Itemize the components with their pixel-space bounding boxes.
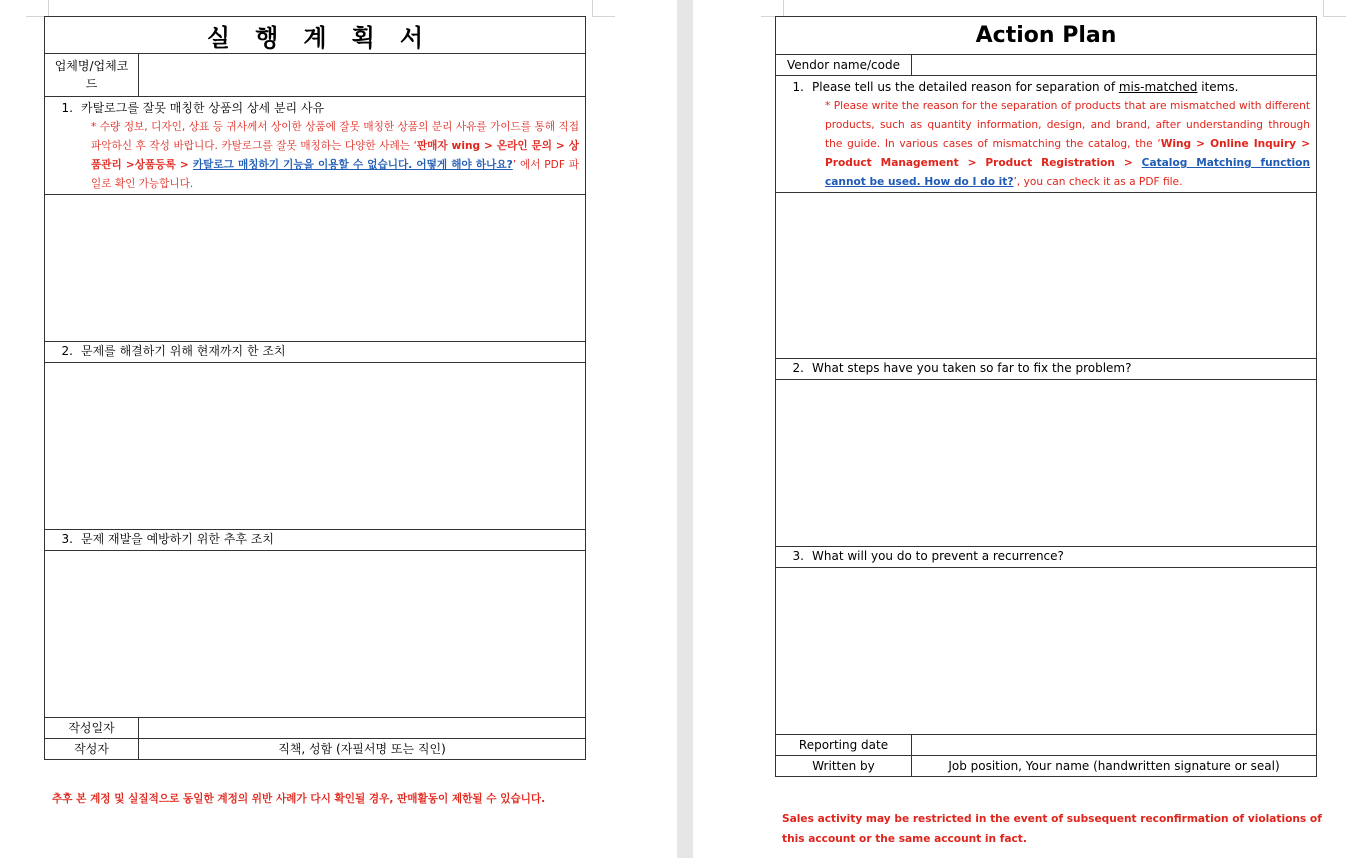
page-corner-mark <box>1323 0 1346 17</box>
question-3-header: 3. What will you do to prevent a recurrence? <box>776 547 1317 568</box>
question-number: 1. <box>61 101 73 115</box>
mismatched-term: mis-matched <box>1118 80 1198 94</box>
date-label: Reporting date <box>776 735 912 756</box>
vendor-label: 업체명/업체코드 <box>45 54 139 97</box>
page-corner-mark <box>592 0 615 17</box>
korean-page <box>0 0 677 858</box>
answer-3-area[interactable] <box>776 568 1317 735</box>
question-3-text: 문제 재발을 예방하기 위한 추후 조치 <box>81 532 274 546</box>
question-2-header: 2. What steps have you taken so far to fix the problem? <box>776 359 1317 380</box>
page-corner-mark <box>761 0 784 17</box>
question-1-guide-note: * Please write the reason for the separation of products that are mismatched with different products, such as quantity information, design, and brand, after understanding through the guide. In various cases of mismatching the catalog, the ‘Wing > Online Inquiry > Product Management > Product Registration > Catalog Matching function cannot be used. How do I do it?’, you can check it as a PDF file. <box>825 100 1311 188</box>
question-1-header <box>45 97 586 195</box>
date-input-cell[interactable] <box>912 735 1317 756</box>
date-input-cell[interactable] <box>139 718 586 739</box>
vendor-input-cell[interactable] <box>139 54 586 97</box>
wing-path-text: Wing > Online Inquiry > Product Management > Product Registration > <box>825 138 1311 169</box>
restriction-warning: Sales activity may be restricted in the event of subsequent reconfirmation of violations of this account or the same account in fact. <box>782 813 1322 845</box>
page-title: Action Plan <box>776 17 1317 55</box>
writer-label: 작성자 <box>45 739 139 760</box>
answer-2-area[interactable] <box>45 363 586 530</box>
page-corner-mark <box>26 0 49 17</box>
english-form-table <box>775 16 1317 777</box>
question-3-header: 3. 문제 재발을 예방하기 위한 추후 조치 <box>45 530 586 551</box>
question-2-text: What steps have you taken so far to fix the problem? <box>812 361 1132 375</box>
question-1-text: Please tell us the detailed reason for separation of <box>812 80 1119 94</box>
question-1-text: 카탈로그를 잘못 매칭한 상품의 상세 분리 사유 <box>81 101 325 115</box>
vendor-input-cell[interactable] <box>912 55 1317 76</box>
date-label: 작성일자 <box>45 718 139 739</box>
writer-value[interactable]: Job position, Your name (handwritten signature or seal) <box>912 756 1317 777</box>
question-1-guide-note: * 수량 정보, 디자인, 상표 등 귀사께서 상이한 상품에 잘못 매칭한 상품의 분리 사유를 가이드를 통해 직접 파악하신 후 작성 바랍니다. 카탈로그를 잘못 매칭하는 다양한 사례는 ‘판매자 wing > 온라인 문의 > 상품관리 >상품등록 > 카탈로그 매칭하기 기능을 이용할 수 없습니다. 어떻게 해야 하나요?’ 에서 PDF 파일로 확인 가능합니다. <box>91 121 580 190</box>
question-3-text: What will you do to prevent a recurrence? <box>812 549 1064 563</box>
writer-label: Written by <box>776 756 912 777</box>
wing-path-text: 판매자 wing > 온라인 문의 > 상품관리 >상품등록 > <box>91 140 579 171</box>
page-title: 실 행 계 획 서 <box>45 17 586 54</box>
question-2-text: 문제를 해결하기 위해 현재까지 한 조치 <box>81 344 286 358</box>
question-2-header: 2. 문제를 해결하기 위해 현재까지 한 조치 <box>45 342 586 363</box>
question-1-header: 1. Please tell us the detailed reason for separation of mis-matched items. * Please write the reason for the separation of products that are mismatched with different products, such as quantity information, design, and brand, after understanding through the guide. In various cases of mismatching the catalog, the ‘Wing > Online Inquiry > Product Management > Product Registration > Catalog Matching function cannot be used. How do I do it?’, you can check it as a PDF file. <box>776 76 1317 193</box>
restriction-warning: 추후 본 계정 및 실질적으로 동일한 계정의 위반 사례가 다시 확인될 경우, 판매활동이 제한될 수 있습니다. <box>52 793 546 805</box>
english-page <box>693 0 1365 858</box>
answer-1-area[interactable] <box>45 195 586 342</box>
faq-link[interactable]: 카탈로그 매칭하기 기능을 이용할 수 없습니다. 어떻게 해야 하나요? <box>192 159 513 171</box>
answer-1-area[interactable] <box>776 193 1317 359</box>
answer-3-area[interactable] <box>45 551 586 718</box>
answer-2-area[interactable] <box>776 380 1317 547</box>
faq-link[interactable]: Catalog Matching function cannot be used. How do I do it? <box>825 157 1311 188</box>
korean-form-table <box>44 16 586 760</box>
vendor-label: Vendor name/code <box>776 55 912 76</box>
writer-value[interactable]: 직책, 성함 (자필서명 또는 직인) <box>139 739 586 760</box>
